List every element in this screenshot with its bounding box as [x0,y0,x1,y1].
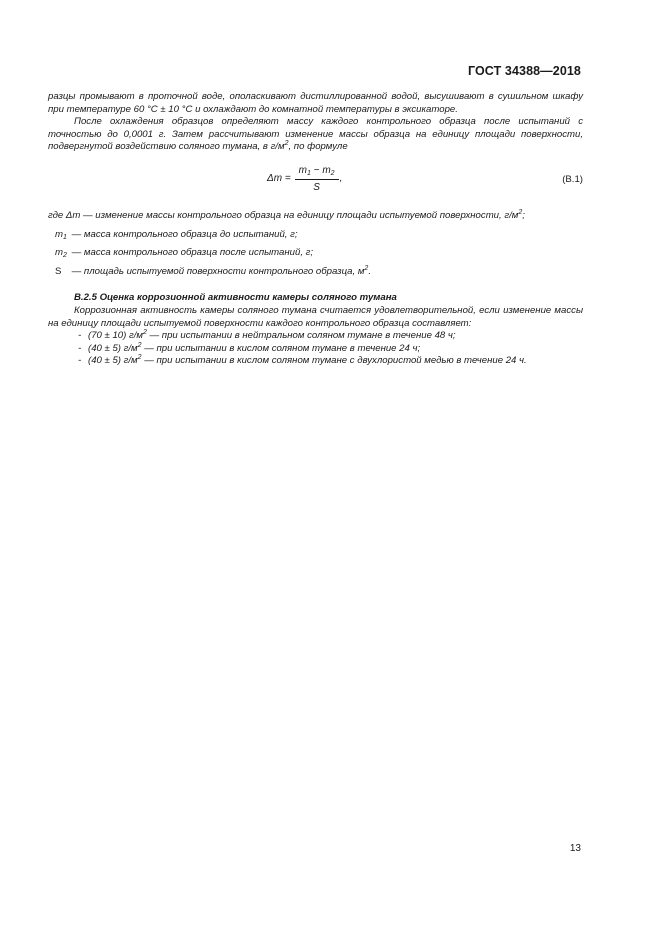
numerator-m2: m [322,164,331,176]
list-text: — при испытании в кислом соляном тумане в течение 24 ч; [141,342,421,354]
list-value: (70 ± 10) г/м [88,330,143,342]
definition-text: — масса контрольного образца до испытаний, г; [69,228,298,240]
paragraph-mass-change-text: После охлаждения образцов определяют массу каждого контрольного образца после испытаний с точностью до 0,0001 г. Затем рассчитывают изменение массы образца на единицу площади поверхности, подвергнутой воздействию соляного тумана, в г/м [48,116,583,153]
numerator-sub2: 2 [330,169,335,177]
list-value: (40 ± 5) г/м [88,355,138,367]
symbol-m: m [55,247,63,259]
symbol-sub: 2 [63,252,67,260]
definition-symbol [55,266,69,279]
definition-tail: . [368,265,371,277]
list-item [78,330,583,343]
definition-text: — масса контрольного образца после испытаний, г; [69,247,314,259]
symbol-s: S [55,265,62,277]
list-value: (40 ± 5) г/м [88,342,138,354]
definition-s [55,266,583,279]
unit-superscript: 2 [137,354,142,362]
unit-superscript: 2 [284,140,289,148]
formula [267,165,342,194]
formula-comma: , [339,173,343,185]
symbol-sub: 1 [63,233,67,241]
paragraph-mass-change-tail: , по формуле [288,141,348,153]
formula-lhs: Δm = [267,173,291,185]
numerator-m1: m [298,164,308,176]
definition-m2 [55,247,583,260]
where-text: где Δm — изменение массы контрольного образца на единицу площади испытуемой поверхности, г/м [48,209,519,221]
formula-denominator: S [313,181,320,193]
document-id: ГОСТ 34388—2018 [467,64,581,78]
page-number: 13 [569,843,581,854]
list-item [78,343,583,356]
paragraph-rinse: разцы промывают в проточной воде, ополаскивают дистиллированной водой, высушивают в сушильном шкафу при температуре 60 °С ± 10 °С и охлаждают до комнатной температуры в эксикаторе. [48,91,583,115]
section-heading: В.2.5 Оценка коррозионной активности камеры соляного тумана [74,292,397,304]
unit-superscript: 2 [364,264,369,272]
definition-text: — площадь испытуемой поверхности контрольного образца, м [69,265,365,277]
unit-superscript: 2 [518,208,523,216]
formula-numerator [295,165,339,180]
list-text: — при испытании в кислом соляном тумане с двухлористой медью в течение 24 ч. [141,355,527,367]
where-clause [48,210,583,223]
definition-m1 [55,229,583,242]
list-item [78,355,583,368]
list-text: — при испытании в нейтральном соляном тумане в течение 48 ч; [146,330,456,342]
unit-superscript: 2 [142,329,147,337]
paragraph-criteria: Коррозионная активность камеры соляного тумана считается удовлетворительной, если изменение массы на единицу площади испытуемой поверхности каждого контрольного образца составляет: [48,304,583,329]
definition-symbol [55,247,69,260]
list-dash: - [78,355,82,367]
unit-superscript: 2 [137,341,142,349]
formula-block [48,162,583,206]
definition-symbol [55,229,69,242]
numerator-sub1: 1 [307,169,311,177]
symbol-m: m [55,228,63,240]
numerator-minus: − [310,164,323,176]
page-body [48,91,583,368]
equation-number: (B.1) [562,173,583,185]
paragraph-mass-change [48,116,583,154]
list-dash: - [78,342,82,354]
where-tail: ; [522,209,525,221]
formula-fraction [295,165,339,194]
list-dash: - [78,330,82,342]
